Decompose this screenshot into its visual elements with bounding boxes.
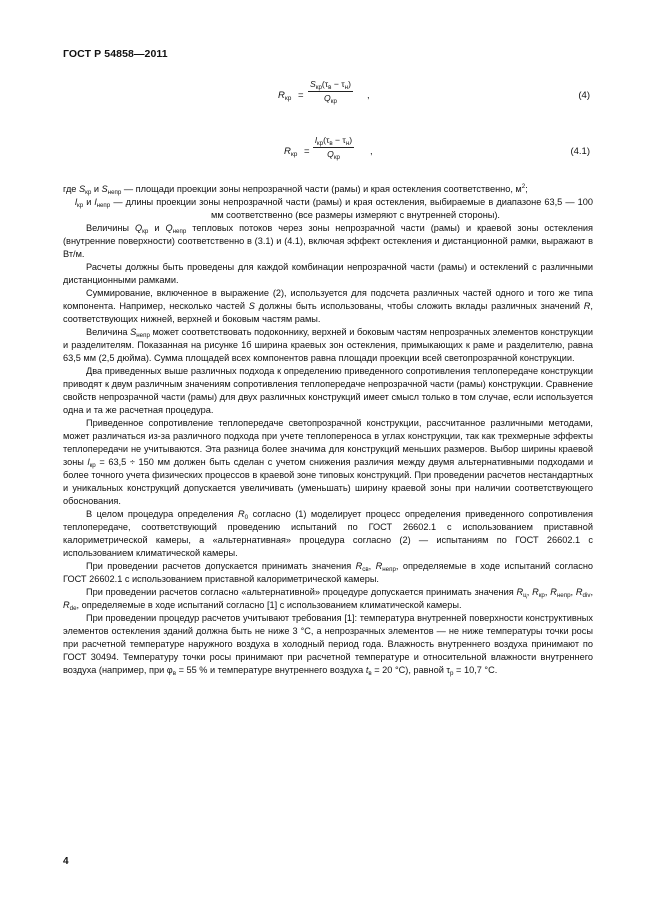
paragraph: При проведении процедур расчетов учитывают требования [1]: температура внутренней поверхности конструктивных элементов остекления зданий должна быть не ниже 3 °С, а непрозрачных элементов — не ниже температуры точки росы при расчетной температуре наружного воздуха в холодный период года. Влажность внутреннего воздуха принимают по ГОСТ 30494. Температуру точки росы принимают при расчетной температуре и относительной влажности внутреннего воздуха (например, при $\varphi_в = 55$ % и температуре внутреннего воздуха $t_в = 20$ °С), равной $\tau_р = 10,7$ °С.	[63, 613, 593, 677]
formula-lhs: $R_{кр}$	[278, 90, 292, 102]
numerator: $l_{кр}(\tau_в - \tau_н)$	[315, 135, 353, 147]
formula-comma: ,	[370, 146, 373, 157]
paragraph: Два приведенных выше различных подхода к определению приведенного сопротивления теплопередаче конструкции приводят к двум различным значениям сопротивления теплопередаче непрозрачной части (рамы) конструкции. Сравнение свойств непрозрачной части (рамы) для двух различных конструкций имеет смысл только в том случае, если используется одна и та же расчетная процедура.	[63, 366, 593, 415]
page-header: ГОСТ Р 54858—2011	[63, 48, 168, 60]
equals-sign: =	[298, 90, 304, 101]
paragraph: Величины $Q_{кр}$ и $Q_{непр}$ тепловых потоков через зоны непрозрачной части (рамы) и краевой зоны остекления (внутренние поверхности) соответственно в (3.1) и (4.1), включая эффект остекления и дистанционной рамки, выражают в Вт/м.	[63, 223, 594, 259]
where-line-2: $l_{кр}$ и $l_{непр}$ — длины проекции зоны непрозрачной части (рамы) и края остекления, выбираемые в диапазоне 63,5 — 100 мм соответственно (все размеры измеряют с внутренней стороны).	[75, 197, 593, 220]
equals-sign: =	[304, 146, 310, 157]
numerator: $S_{кр}(\tau_в - \tau_н)$	[310, 79, 351, 91]
paragraph: При проведении расчетов допускается принимать значения $R_{св}$, $R_{непр}$, определяемые в ходе испытаний согласно ГОСТ 26602.1 с использованием приставной калориметрической камеры.	[63, 561, 594, 584]
paragraph: Приведенное сопротивление теплопередаче светопрозрачной конструкции, рассчитанное различными методами, может различаться из-за различного подхода при учете теплопереноса в углах конструкции, так как трехмерные эффекты теплопередачи не учитываются. Эта разница более значима для конструкций меньших размеров. Выбор ширины краевой зоны $l_{кр} = 63,5 \div 150$ мм должен быть сделан с учетом снижения различия между двумя альтернативными подходами и более точного учета физических процессов в краевой зоне типовых конструкций. При проведении расчетов нестандартных и уникальных конструкций допускается увеличивать (уменьшать) ширину краевой зоны при наличии соответствующего обоснования.	[63, 418, 593, 506]
formula-fraction	[313, 134, 354, 160]
formula-fraction	[308, 78, 353, 104]
denominator: $Q_{кр}$	[327, 149, 340, 161]
formula-lhs: $R_{кр}$	[284, 146, 298, 158]
paragraph: Суммирование, включенное в выражение (2), используется для подсчета различных частей одного и того же типа компонента. Например, несколько частей S должны быть использованы, чтобы сложить вклады различных значений R, соответствующих нижней, верхней и боковым частям рамы.	[63, 288, 593, 324]
formula-comma: ,	[367, 90, 370, 101]
paragraph: Величина $S_{непр}$ может соответствовать подоконнику, верхней и боковым частям непрозрачных элементов конструкции и разделителям. Показанная на рисунке 1б ширина краевых зон остекления, примыкающих к раме и разделителю, равна 63,5 мм (2,5 дюйма). Сумма площадей всех компонентов равна площади проекции всей светопрозрачной конструкции.	[63, 327, 593, 363]
formula-number: (4.1)	[570, 146, 590, 157]
formula-number: (4)	[578, 90, 590, 101]
page-number: 4	[63, 856, 69, 867]
body-text	[63, 183, 593, 677]
paragraph: В целом процедура определения $R_0$ согласно (1) моделирует процесс определения приведенного сопротивления теплопередаче, соответствующий проведению испытаний по ГОСТ 26602.1 с использованием приставной калориметрической камеры, а «альтернативная» процедура согласно (2) — испытаниям по ГОСТ 26602.1 с использованием климатической камеры.	[63, 509, 593, 558]
formula-4-1	[0, 134, 646, 168]
paragraph: Расчеты должны быть проведены для каждой комбинации непрозрачной части (рамы) и остеклений с различными дистанционными рамками.	[63, 262, 593, 285]
paragraph: При проведении расчетов согласно «альтернативной» процедуре допускается принимать значения $R_ц$, $R_{кр}$, $R_{непр}$, $R_{div}$, $R_{de}$, определяемые в ходе испытаний согласно [1] с использованием климатической камеры.	[63, 587, 593, 612]
where-line-1: где $S_{кр}$ и $S_{непр}$ — площади проекции зоны непрозрачной части (рамы) и края остекления соответственно, $м^2$;	[63, 183, 528, 196]
denominator: $Q_{кр}$	[324, 93, 337, 105]
formula-4	[0, 78, 646, 112]
